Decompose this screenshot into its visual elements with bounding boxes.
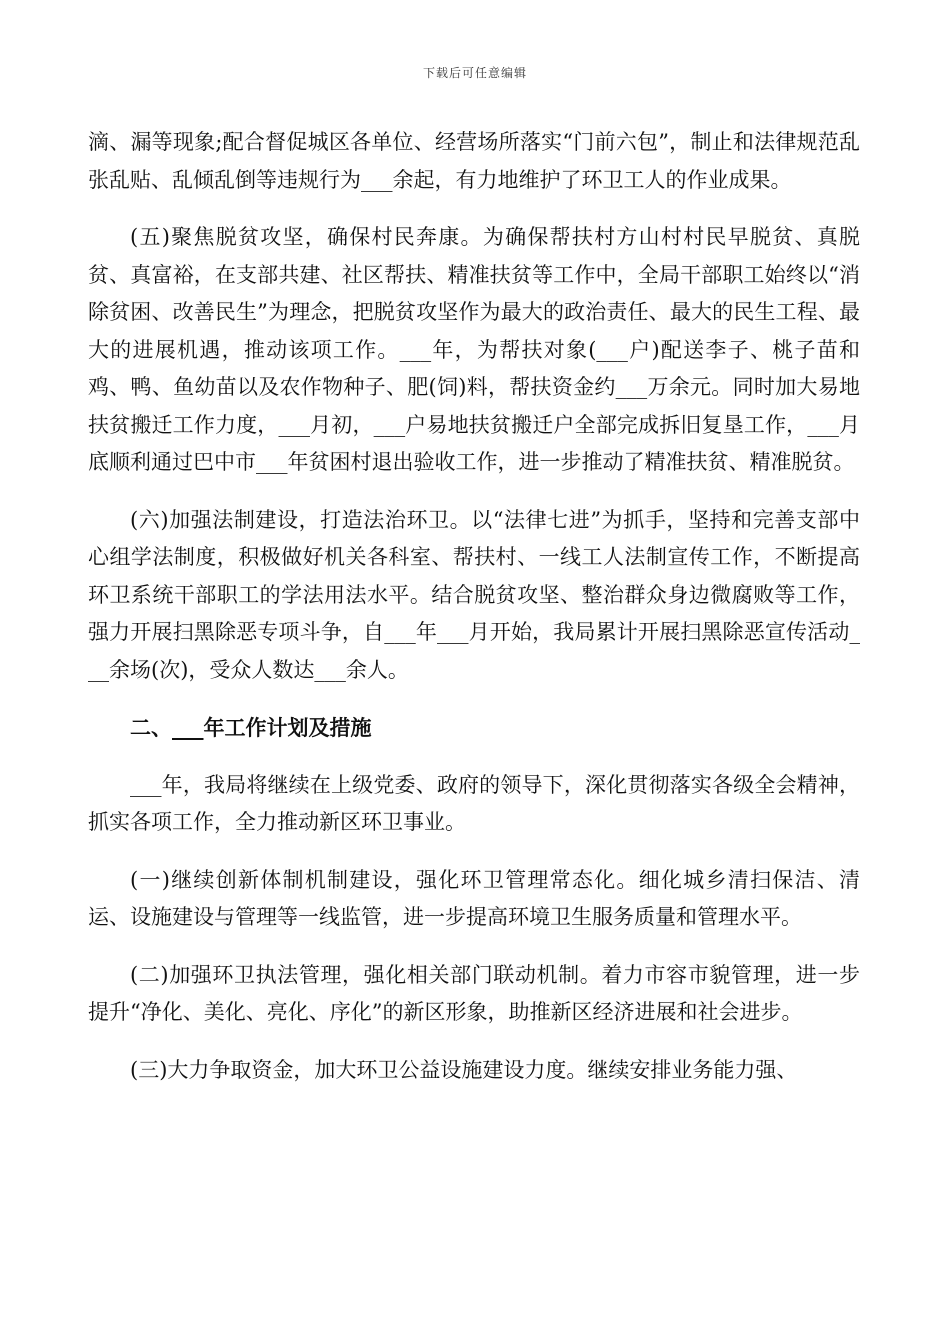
paragraph-plan-item-1: (一)继续创新体制机制建设，强化环卫管理常态化。细化城乡清扫保洁、清运、设施建设与管理等一线监管，进一步提高环境卫生服务质量和管理水平。: [88, 867, 860, 929]
paragraph-continued: 滴、漏等现象;配合督促城区各单位、经营场所落实“门前六包”，制止和法律规范乱张乱贴、乱倾乱倒等违规行为___余起，有力地维护了环卫工人的作业成果。: [88, 130, 860, 192]
paragraph-poverty-alleviation: (五)聚焦脱贫攻坚，确保村民奔康。为确保帮扶村方山村村民早脱贫、真脱贫、真富裕，在支部共建、社区帮扶、精准扶贫等工作中，全局干部职工始终以“消除贫困、改善民生”为理念，把脱贫攻坚作为最大的政治责任、最大的民生工程、最大的进展机遇，推动该项工作。___年，为帮扶对象(___户)配送李子、桃子苗和鸡、鸭、鱼幼苗以及农作物种子、肥(饲)料，帮扶资金约___万余元。同时加大易地扶贫搬迁工作力度，___月初，___户易地扶贫搬迁户全部完成拆旧复垦工作，___月底顺利通过巴中市___年贫困村退出验收工作，进一步推动了精准扶贫、精准脱贫。: [88, 225, 860, 474]
section-heading-work-plan: 二、___年工作计划及措施: [130, 715, 372, 740]
page-header-note: 下载后可任意编辑: [422, 66, 527, 80]
paragraph-plan-item-2: (二)加强环卫执法管理，强化相关部门联动机制。着力市容市貌管理，进一步提升“净化、美化、亮化、序化”的新区形象，助推新区经济进展和社会进步。: [88, 962, 860, 1024]
document-body: [88, 124, 860, 1109]
paragraph-plan-item-3: (三)大力争取资金，加大环卫公益设施建设力度。继续安排业务能力强、: [130, 1057, 798, 1082]
paragraph-plan-intro: ___年，我局将继续在上级党委、政府的领导下，深化贯彻落实各级全会精神，抓实各项工作，全力推动新区环卫事业。: [88, 772, 860, 834]
paragraph-legal-construction: (六)加强法制建设，打造法治环卫。以“法律七进”为抓手，坚持和完善支部中心组学法制度，积极做好机关各科室、帮扶村、一线工人法制宣传工作，不断提高环卫系统干部职工的学法用法水平。结合脱贫攻坚、整治群众身边微腐败等工作，强力开展扫黑除恶专项斗争，自___年___月开始，我局累计开展扫黑除恶宣传活动___余场(次)，受众人数达___余人。: [88, 507, 860, 682]
